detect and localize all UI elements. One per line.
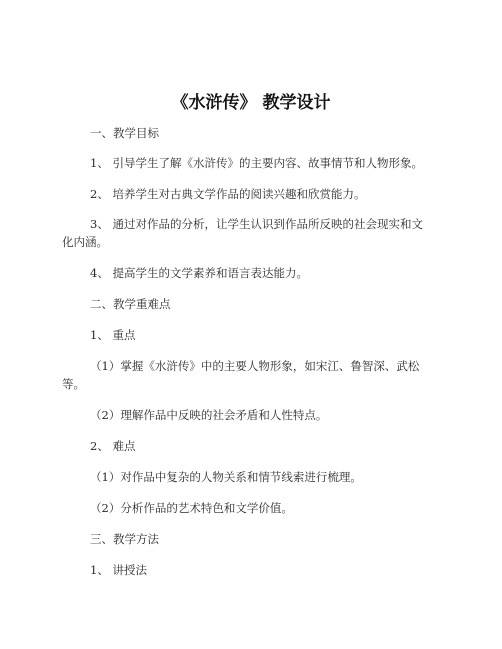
objective-item-2: 2、 培养学生对古典文学作品的阅读兴趣和欣赏能力。 xyxy=(90,187,366,201)
difficulty-item-1: （1）对作品中复杂的人物关系和情节线索进行梳理。 xyxy=(90,470,362,484)
method-item-1: 1、 讲授法 xyxy=(90,563,147,577)
objective-item-1: 1、 引导学生了解《水浒传》的主要内容、故事情节和人物形象。 xyxy=(90,156,423,170)
section-heading-objectives: 一、教学目标 xyxy=(90,126,159,140)
section-heading-key-points: 二、教学重难点 xyxy=(90,297,171,311)
key-point-item-2: （2）理解作品中反映的社会矛盾和人性特点。 xyxy=(90,408,328,422)
document-title: 《水浒传》 教学设计 xyxy=(171,93,331,113)
key-point-item-1-continued: 等。 xyxy=(62,377,85,391)
key-point-heading: 1、 重点 xyxy=(90,328,136,342)
section-heading-methods: 三、教学方法 xyxy=(90,532,159,546)
key-point-item-1: （1）掌握《水浒传》中的主要人物形象，如宋江、鲁智深、武松 xyxy=(90,359,420,373)
difficulty-item-2: （2）分析作品的艺术特色和文学价值。 xyxy=(90,501,293,515)
difficulty-heading: 2、 难点 xyxy=(90,439,136,453)
objective-item-3-continued: 化内涵。 xyxy=(62,235,108,249)
objective-item-4: 4、 提高学生的文学素养和语言表达能力。 xyxy=(90,266,308,280)
objective-item-3: 3、 通过对作品的分析，让学生认识到作品所反映的社会现实和文 xyxy=(90,217,423,231)
